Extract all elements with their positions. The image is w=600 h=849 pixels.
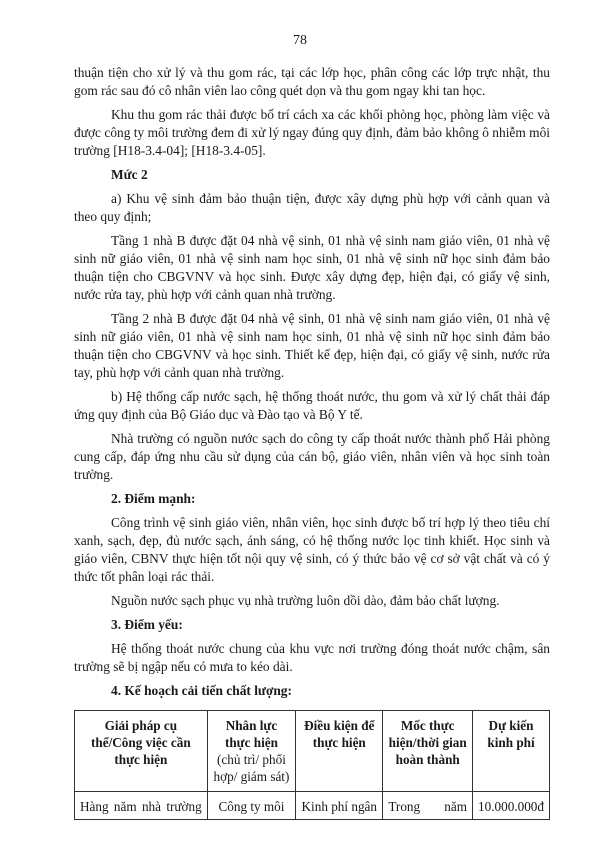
paragraph: Công trình vệ sinh giáo viên, nhân viên, học sinh được bố trí hợp lý theo tiêu chí xanh, sạch, đẹp, đủ nước sạch, ánh sáng, có hệ thống nước lọc tinh khiết. Học sinh và giáo viên, CBNV thực hiện tốt nội quy vệ sinh, có ý thức bảo vệ cơ sở vật chất và có ý thức tốt phân loại rác thải. — [74, 515, 550, 584]
section-heading: Mức 2 — [111, 167, 148, 182]
table-header-cell: Dự kiến kinh phí — [473, 711, 550, 792]
table-cell: 10.000.000đ — [473, 792, 550, 820]
table-header-cell: Giải pháp cụ thể/Công việc cần thực hiện — [75, 711, 208, 792]
table-row — [75, 792, 550, 820]
page-number: 78 — [293, 33, 307, 48]
table-header-cell: Điều kiện để thực hiện — [296, 711, 383, 792]
page-body — [74, 64, 550, 820]
table-header-row — [75, 711, 550, 792]
paragraph: Khu thu gom rác thải được bố trí cách xa các khối phòng học, phòng làm việc và được công ty môi trường đem đi xử lý ngay đúng quy định, đảm bảo không ô nhiễm môi trường [H18-3.4-04]; [H18-3.4-05]. — [74, 107, 550, 158]
table-header-cell — [207, 711, 296, 792]
table-cell: Kinh phí ngân — [296, 792, 383, 820]
section-heading: 4. Kế hoạch cải tiến chất lượng: — [111, 683, 292, 698]
header-sub-text: (chủ trì/ phối hợp/ giám sát) — [213, 752, 290, 784]
table-cell: Trong năm — [383, 792, 473, 820]
paragraph: b) Hệ thống cấp nước sạch, hệ thống thoát nước, thu gom và xử lý chất thải đáp ứng quy định của Bộ Giáo dục và Đào tạo và Bộ Y tế. — [74, 389, 550, 422]
table-cell: Hàng năm nhà trường — [75, 792, 208, 820]
paragraph: Nhà trường có nguồn nước sạch do công ty cấp thoát nước thành phố Hải phòng cung cấp, đáp ứng nhu cầu sử dụng của cán bộ, giáo viên, nhân viên và học sinh toàn trường. — [74, 431, 550, 482]
paragraph: thuận tiện cho xử lý và thu gom rác, tại các lớp học, phân công các lớp trực nhật, thu gom rác sau đó cô nhân viên lao công quét dọn và thu gom ngay khi tan học. — [74, 65, 550, 98]
section-heading: 3. Điểm yếu: — [111, 617, 183, 632]
paragraph: a) Khu vệ sinh đảm bảo thuận tiện, được xây dựng phù hợp với cảnh quan và theo quy định; — [74, 191, 550, 224]
paragraph: Hệ thống thoát nước chung của khu vực nơi trường đóng thoát nước chậm, sân trường sẽ bị ngập nếu có mưa to kéo dài. — [74, 641, 550, 674]
table-cell: Công ty môi — [207, 792, 296, 820]
improvement-plan-table — [74, 710, 550, 820]
header-main-text: Nhân lực thực hiện — [224, 718, 278, 750]
table-header-cell: Mốc thực hiện/thời gian hoàn thành — [383, 711, 473, 792]
paragraph: Nguồn nước sạch phục vụ nhà trường luôn dồi dào, đảm bảo chất lượng. — [111, 593, 500, 608]
section-heading: 2. Điểm mạnh: — [111, 491, 196, 506]
paragraph: Tầng 1 nhà B được đặt 04 nhà vệ sinh, 01 nhà vệ sinh nam giáo viên, 01 nhà vệ sinh nữ giáo viên, 01 nhà vệ sinh nam học sinh, 01 nhà vệ sinh nữ học sinh đảm bảo thuận tiện cho CBGVNV và học sinh. Được xây dựng đẹp, hiện đại, có giấy vệ sinh, nước rửa tay, phù hợp với cảnh quan nhà trường. — [74, 233, 550, 302]
paragraph: Tầng 2 nhà B được đặt 04 nhà vệ sinh, 01 nhà vệ sinh nam giáo viên, 01 nhà vệ sinh nữ giáo viên, 01 nhà vệ sinh nam học sinh, 01 nhà vệ sinh nữ học sinh đảm bảo thuận tiện cho CBGVNV và học sinh. Thiết kế đẹp, hiện đại, có giấy vệ sinh, nước rửa tay, phù hợp với cảnh quan nhà trường. — [74, 311, 550, 380]
